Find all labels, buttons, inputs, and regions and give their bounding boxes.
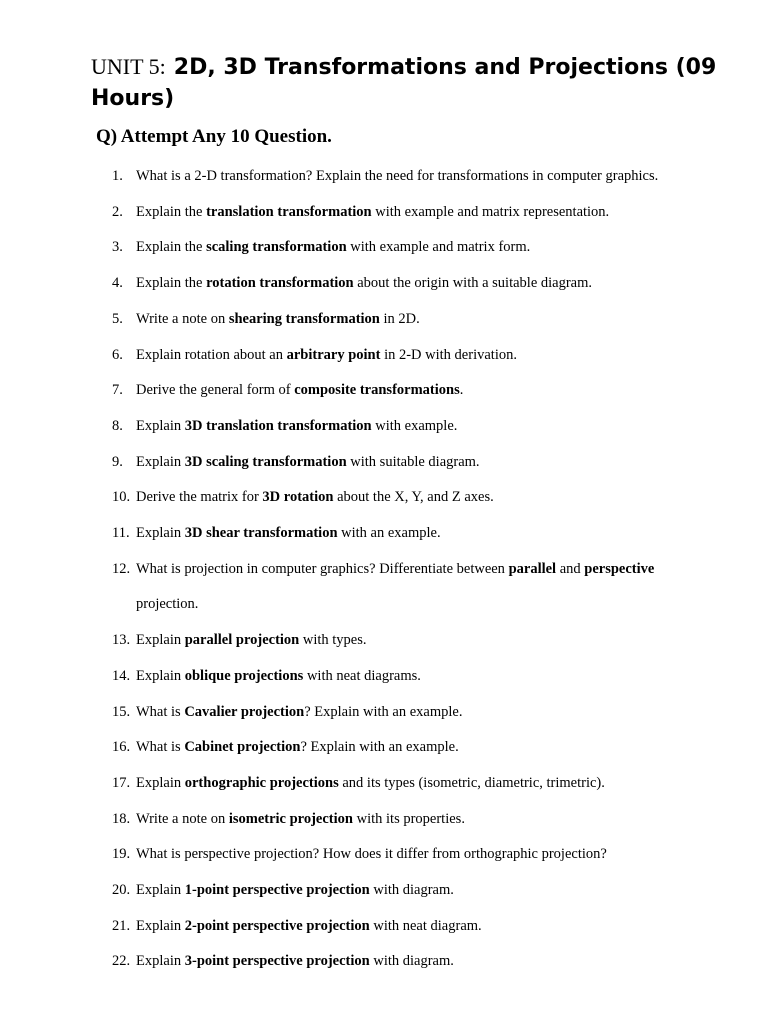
- question-text-segment: with types.: [299, 632, 367, 649]
- question-text-segment: Explain: [136, 667, 185, 684]
- key-term: 3-point perspective projection: [184, 953, 370, 970]
- question-text-segment: about the X, Y, and Z axes.: [333, 489, 494, 506]
- question-text: [136, 237, 696, 257]
- question-text: [136, 951, 696, 971]
- question-text: [136, 702, 696, 722]
- question-number: 9.: [112, 453, 123, 470]
- question-text-segment: Explain: [136, 417, 185, 434]
- question-text-segment: with diagram.: [369, 882, 454, 898]
- question-number: 16.: [112, 739, 131, 756]
- question-text-segment: Explain: [136, 525, 185, 541]
- question-text: [136, 487, 696, 507]
- question-text-segment: What is: [136, 703, 185, 720]
- question-text-segment: about the origin with a suitable diagram.: [353, 275, 593, 292]
- key-term: parallel projection: [184, 632, 300, 649]
- question-text: [136, 166, 696, 186]
- key-term: Cabinet projection: [184, 739, 301, 756]
- question-number: 10.: [112, 489, 131, 506]
- question-text: [136, 809, 696, 829]
- question-number: 20.: [112, 882, 131, 898]
- question-text-segment: in 2-D with derivation.: [380, 346, 517, 363]
- question-number: 15.: [112, 703, 131, 720]
- question-text-segment: ? Explain with an example.: [300, 739, 459, 756]
- question-text: [136, 202, 696, 222]
- key-term: arbitrary point: [286, 346, 381, 363]
- question-number: 3.: [112, 239, 123, 256]
- question-number: 17.: [112, 774, 131, 791]
- key-term: translation transformation: [206, 203, 372, 220]
- question-number: 5.: [112, 310, 123, 327]
- question-text-segment: Derive the general form of: [136, 382, 295, 399]
- key-term: shearing transformation: [228, 310, 380, 327]
- question-text-segment: Explain: [136, 882, 185, 898]
- question-text-segment: with suitable diagram.: [346, 453, 480, 470]
- question-text-segment: What is projection in computer graphics? Differentiate between: [136, 560, 509, 577]
- key-term: 2-point perspective projection: [184, 917, 370, 934]
- question-text-segment: Explain: [136, 632, 185, 649]
- question-text: [136, 309, 696, 329]
- question-number: 12.: [112, 560, 131, 577]
- question-number: 6.: [112, 346, 123, 363]
- key-term: isometric projection: [228, 810, 353, 827]
- question-text: [136, 844, 696, 864]
- question-text-segment: with neat diagrams.: [303, 667, 421, 684]
- unit-heading: 2D, 3D Transformations and Projections (09 Hours): [91, 55, 717, 111]
- question-text: [136, 416, 696, 436]
- unit-title: [91, 50, 761, 112]
- question-text-segment: Derive the matrix for: [136, 489, 263, 506]
- question-number: 2.: [112, 203, 123, 220]
- question-text: [136, 773, 696, 793]
- key-term: 3D rotation: [262, 489, 334, 506]
- question-text-segment: and: [556, 560, 585, 577]
- key-term: 1-point perspective projection: [184, 882, 370, 898]
- question-number: 13.: [112, 632, 131, 649]
- question-text: [136, 345, 696, 365]
- key-term: 3D scaling transformation: [184, 453, 347, 470]
- question-number: 21.: [112, 917, 131, 934]
- question-number: 8.: [112, 417, 123, 434]
- question-text-segment: Explain the: [136, 239, 207, 256]
- question-number: 14.: [112, 667, 131, 684]
- question-text: [136, 523, 696, 543]
- question-text: [136, 916, 696, 936]
- question-text-segment: Explain: [136, 953, 185, 970]
- question-text-segment: Explain the: [136, 203, 207, 220]
- question-text-segment: Explain: [136, 774, 185, 791]
- question-text-segment: .: [459, 382, 464, 399]
- key-term: perspective: [584, 560, 655, 577]
- question-text-segment: with example and matrix representation.: [371, 203, 610, 220]
- question-text-segment: with example.: [371, 417, 458, 434]
- question-text-segment: Explain the: [136, 275, 207, 292]
- question-text-segment: with neat diagram.: [369, 917, 482, 934]
- question-number: 19.: [112, 846, 131, 863]
- key-term: 3D shear transformation: [184, 525, 338, 541]
- question-text: [136, 880, 696, 900]
- question-text-segment: Explain: [136, 917, 185, 934]
- question-number: 18.: [112, 810, 131, 827]
- key-term: parallel: [508, 560, 557, 577]
- key-term: Cavalier projection: [184, 703, 305, 720]
- question-number: 4.: [112, 275, 123, 292]
- question-text: [136, 630, 696, 650]
- key-term: 3D translation transformation: [184, 417, 372, 434]
- key-term: composite transformations: [294, 382, 460, 399]
- key-term: rotation transformation: [206, 275, 354, 292]
- question-text-segment: What is perspective projection? How does it differ from orthographic projection?: [136, 846, 607, 863]
- question-text: [136, 452, 696, 472]
- question-text-segment: in 2D.: [379, 310, 420, 327]
- key-term: oblique projections: [184, 667, 304, 684]
- question-number: 1.: [112, 168, 123, 184]
- question-number: 7.: [112, 382, 123, 399]
- question-number: 11.: [112, 525, 130, 541]
- question-text: [136, 666, 696, 686]
- question-text-segment: What is a 2-D transformation? Explain the need for transformations in computer graphics.: [136, 168, 659, 184]
- question-text-segment: with its properties.: [352, 810, 465, 827]
- question-text-segment: and its types (isometric, diametric, trimetric).: [338, 774, 605, 791]
- question-text: [136, 737, 696, 757]
- question-text: [136, 273, 696, 293]
- question-continuation: projection.: [136, 596, 199, 613]
- instruction-heading: Q) Attempt Any 10 Question.: [96, 126, 332, 147]
- question-text: [136, 380, 696, 400]
- question-text-segment: ? Explain with an example.: [304, 703, 463, 720]
- unit-label: UNIT 5:: [91, 54, 166, 79]
- question-text-segment: What is: [136, 739, 185, 756]
- question-text-segment: Explain rotation about an: [136, 346, 287, 363]
- question-text-segment: Write a note on: [136, 310, 229, 327]
- question-text-segment: Explain: [136, 453, 185, 470]
- question-text-segment: Write a note on: [136, 810, 229, 827]
- question-text-segment: with example and matrix form.: [346, 239, 531, 256]
- question-text-segment: with an example.: [337, 525, 441, 541]
- key-term: orthographic projections: [184, 774, 339, 791]
- question-text: [136, 559, 696, 579]
- question-text-segment: with diagram.: [369, 953, 454, 970]
- key-term: scaling transformation: [206, 239, 347, 256]
- question-number: 22.: [112, 953, 131, 970]
